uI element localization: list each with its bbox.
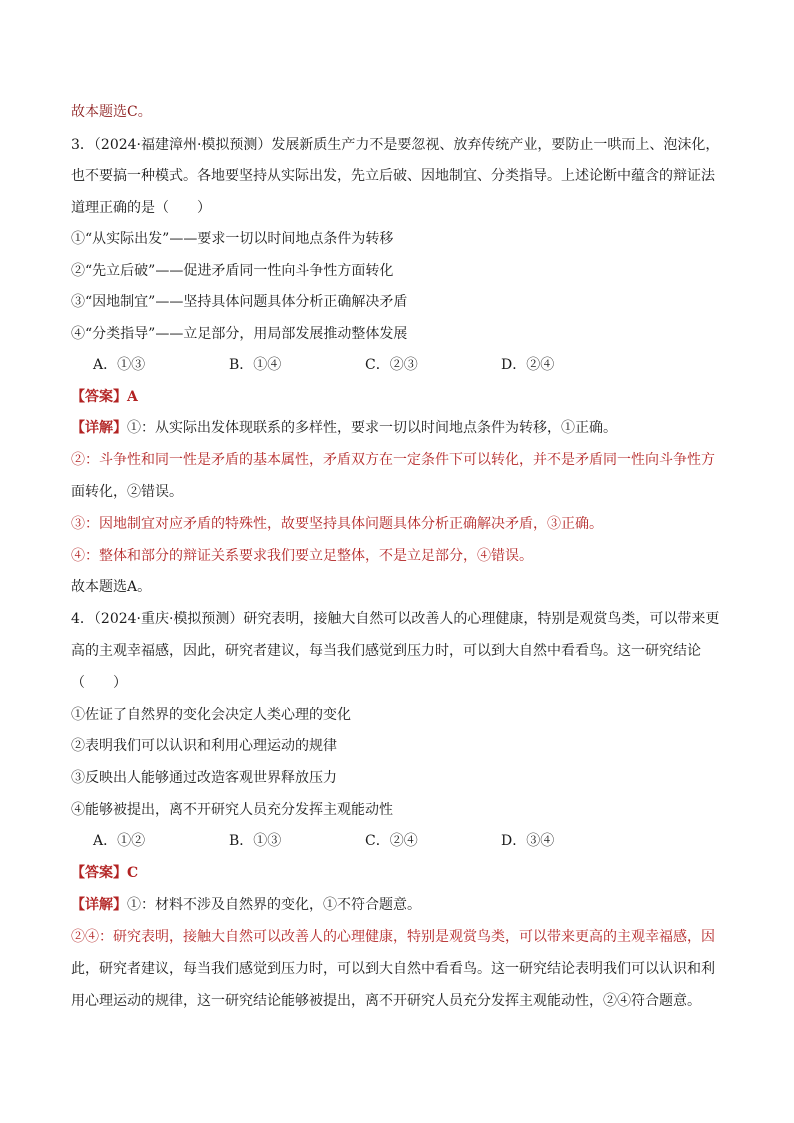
q3-detail-3: ③：因地制宜对应矛盾的特殊性，故要坚持具体问题具体分析正确解决矛盾，③正确。: [71, 516, 603, 532]
q3-item-2: ②“先立后破”——促进矛盾同一性向斗争性方面转化: [71, 263, 394, 279]
q4-item-2: ②表明我们可以认识和利用心理运动的规律: [71, 738, 337, 754]
q3-stem-line-2: 也不要搞一种模式。各地要坚持从实际出发，先立后破、因地制宜、分类指导。上述论断中蕴含的辩证法: [71, 168, 715, 184]
q4-detail-2c: 用心理运动的规律，这一研究结论能够被提出，离不开研究人员充分发挥主观能动性，②④符合题意。: [71, 993, 701, 1009]
q4-stem-line-2: 高的主观幸福感，因此，研究者建议，每当我们感觉到压力时，可以到大自然中看看鸟。这一研究结论: [71, 643, 701, 659]
q3-option-d: D．②④: [501, 357, 555, 373]
q3-options: [93, 355, 637, 375]
q4-option-a: A．①②: [93, 833, 146, 849]
q3-stem-line-1: 3．（2024·福建漳州·模拟预测）发展新质生产力不是要忽视、放弃传统产业，要防止一哄而上、泡沫化，: [71, 137, 720, 153]
q4-item-3: ③反映出人能够通过改造客观世界释放压力: [71, 770, 337, 786]
q4-detail-1: [71, 895, 421, 915]
q4-option-b: B．①③: [229, 833, 282, 849]
q3-detail-1-text: ①：从实际出发体现联系的多样性，要求一切以时间地点条件为转移，①正确。: [127, 420, 617, 436]
q4-detail-2b: 此，研究者建议，每当我们感觉到压力时，可以到大自然中看看鸟。这一研究结论表明我们可以认识和利: [71, 961, 715, 977]
q4-item-1: ①佐证了自然界的变化会决定人类心理的变化: [71, 707, 351, 723]
q3-option-a: A．①③: [93, 357, 146, 373]
q3-conclusion: 故本题选A。: [71, 579, 152, 595]
q4-stem-line-3: （ ）: [71, 675, 127, 691]
q3-answer: 【答案】A: [71, 389, 138, 405]
q2-conclusion: 故本题选C。: [71, 104, 152, 120]
q3-detail-2a: ②：斗争性和同一性是矛盾的基本属性，矛盾双方在一定条件下可以转化，并不是矛盾同一性向斗争性方: [71, 452, 715, 468]
q4-answer: 【答案】C: [71, 865, 139, 881]
q3-detail-1: [71, 418, 617, 438]
q3-stem-line-3: 道理正确的是（ ）: [71, 200, 211, 216]
q4-stem-line-1: 4．（2024·重庆·模拟预测）研究表明，接触大自然可以改善人的心理健康，特别是观赏鸟类，可以带来更: [71, 611, 720, 627]
q3-detail-label: 【详解】: [71, 420, 127, 436]
q3-option-c: C．②③: [365, 357, 418, 373]
q3-option-b: B．①④: [229, 357, 282, 373]
q4-option-d: D．③④: [501, 833, 555, 849]
q4-option-c: C．②④: [365, 833, 418, 849]
q4-detail-1-text: ①：材料不涉及自然界的变化，①不符合题意。: [127, 897, 421, 913]
q3-item-4: ④“分类指导”——立足部分，用局部发展推动整体发展: [71, 326, 408, 342]
q3-item-3: ③“因地制宜”——坚持具体问题具体分析正确解决矛盾: [71, 294, 408, 310]
q4-detail-label: 【详解】: [71, 897, 127, 913]
q4-detail-2a: ②④：研究表明，接触大自然可以改善人的心理健康，特别是观赏鸟类，可以带来更高的主观幸福感，因: [71, 929, 715, 945]
q3-detail-4: ④：整体和部分的辩证关系要求我们要立足整体，不是立足部分，④错误。: [71, 548, 533, 564]
q4-options: [93, 831, 637, 851]
q3-detail-2b: 面转化，②错误。: [71, 484, 183, 500]
q4-item-4: ④能够被提出，离不开研究人员充分发挥主观能动性: [71, 802, 393, 818]
q3-item-1: ①“从实际出发”——要求一切以时间地点条件为转移: [71, 231, 394, 247]
